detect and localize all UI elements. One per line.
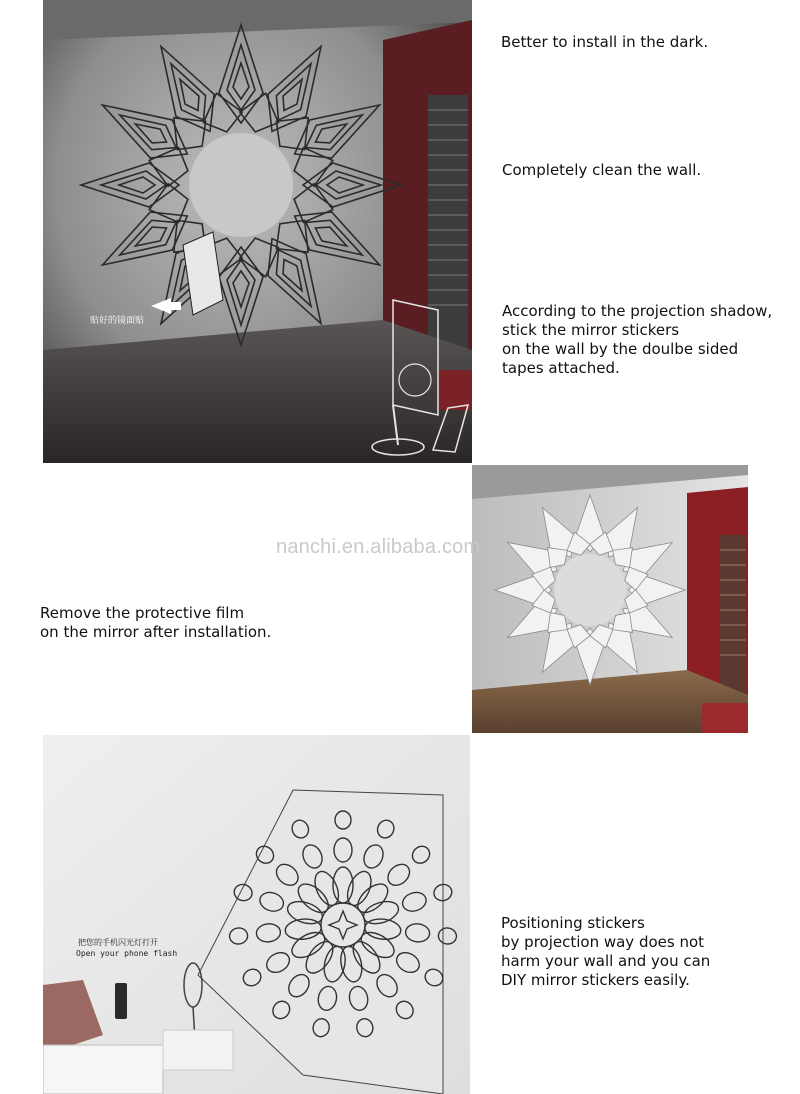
step-positioning: Positioning stickers by projection way does not harm your wall and you can DIY mirror stickers easily. bbox=[501, 914, 711, 989]
mirror-sticker-caption: 贴好的镜面贴 bbox=[90, 316, 145, 326]
step-remove-film: Remove the protective film on the mirror after installation. bbox=[40, 604, 272, 641]
installation-photo-dark-room bbox=[43, 0, 472, 463]
phone-flash-caption-en: Open your phone flash bbox=[76, 949, 178, 958]
watermark: nanchi.en.alibaba.com bbox=[276, 536, 481, 558]
step-clean-wall: Completely clean the wall. bbox=[502, 161, 702, 179]
installed-mirror-photo bbox=[472, 465, 748, 733]
phone-flash-caption-cn: 把您的手机闪光灯打开 bbox=[78, 938, 158, 947]
step-install-in-dark: Better to install in the dark. bbox=[501, 33, 709, 51]
phone-flash-projection-photo bbox=[43, 735, 470, 1094]
step-stick-mirror: According to the projection shadow, stick the mirror stickers on the wall by the doulbe sided tapes attached. bbox=[502, 302, 773, 377]
